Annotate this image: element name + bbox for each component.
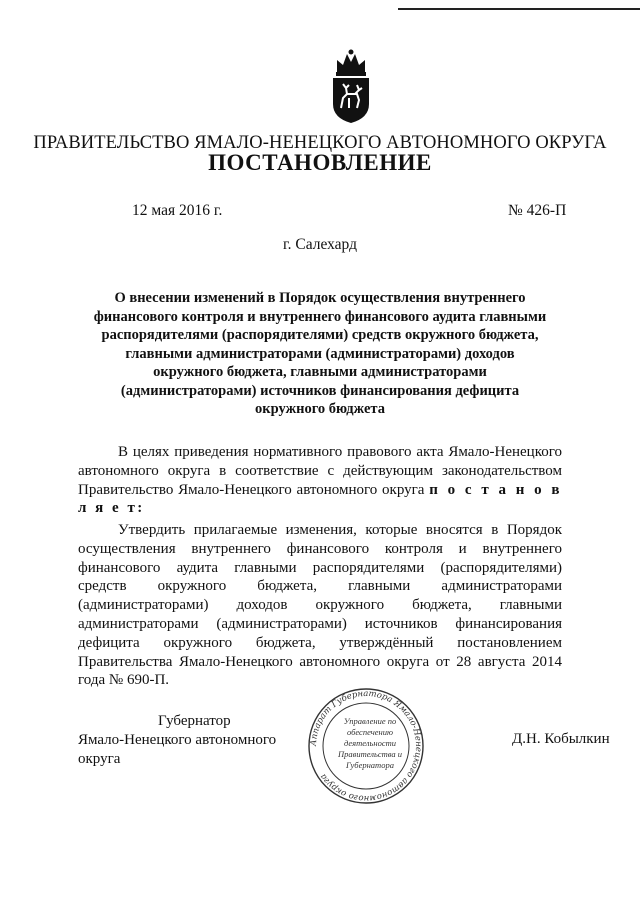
preamble-text: В целях приведения нормативного правового акта Ямало-Ненецкого автономного округа в соответствие с действующим законодательством Правительство Ямало-Ненецкого автономного округа <box>78 444 562 498</box>
seal-inner-text: Управление по обеспечению деятельности Правительства и Губернатора <box>337 716 403 770</box>
document-subject: О внесении изменений в Порядок осуществления внутреннего финансового контроля и внутреннего финансового аудита главными распорядителями (распорядителями) средств окружного бюджета, главными администраторами (администраторами) доходов окружного бюджета, главными администраторами (администраторами) источников финансирования дефицита окружного бюджета <box>93 290 547 417</box>
signatory-position: Губернатор <box>158 713 231 729</box>
coat-of-arms-icon <box>327 48 375 124</box>
document-number: № 426-П <box>508 202 567 219</box>
scan-edge-line <box>398 8 640 10</box>
signatory-region: Ямало-Ненецкого автономного округа <box>78 732 277 767</box>
document-city: г. Салехард <box>283 236 357 253</box>
seal-ring-text: Аппарат Губернатора Ямало-Ненецкого автономного округа <box>308 688 424 804</box>
decision-paragraph <box>78 521 562 690</box>
resolves-word: п о с т а н о в л я е т: <box>78 481 562 517</box>
document-date: 12 мая 2016 г. <box>132 202 223 219</box>
signatory-title <box>78 712 298 769</box>
document-type-title: ПОСТАНОВЛЕНИЕ <box>208 150 432 175</box>
signatory-name: Д.Н. Кобылкин <box>512 731 610 747</box>
government-title: ПРАВИТЕЛЬСТВО ЯМАЛО-НЕНЕЦКОГО АВТОНОМНОГО ОКРУГА <box>33 133 607 153</box>
preamble-paragraph <box>78 443 562 518</box>
decision-text: Утвердить прилагаемые изменения, которые вносятся в Порядок осуществления внутреннего финансового контроля и внутреннего финансового аудита главными распорядителями (распорядителями) средств окружного бюджета, главными администраторами (администраторами) доходов окружного бюджета, главными администраторами (администраторами) источников финансирования дефицита окружного бюджета, утверждённый постановлением Правительства Ямало-Ненецкого автономного округа от 28 августа 2014 года № 690-П. <box>78 522 562 689</box>
